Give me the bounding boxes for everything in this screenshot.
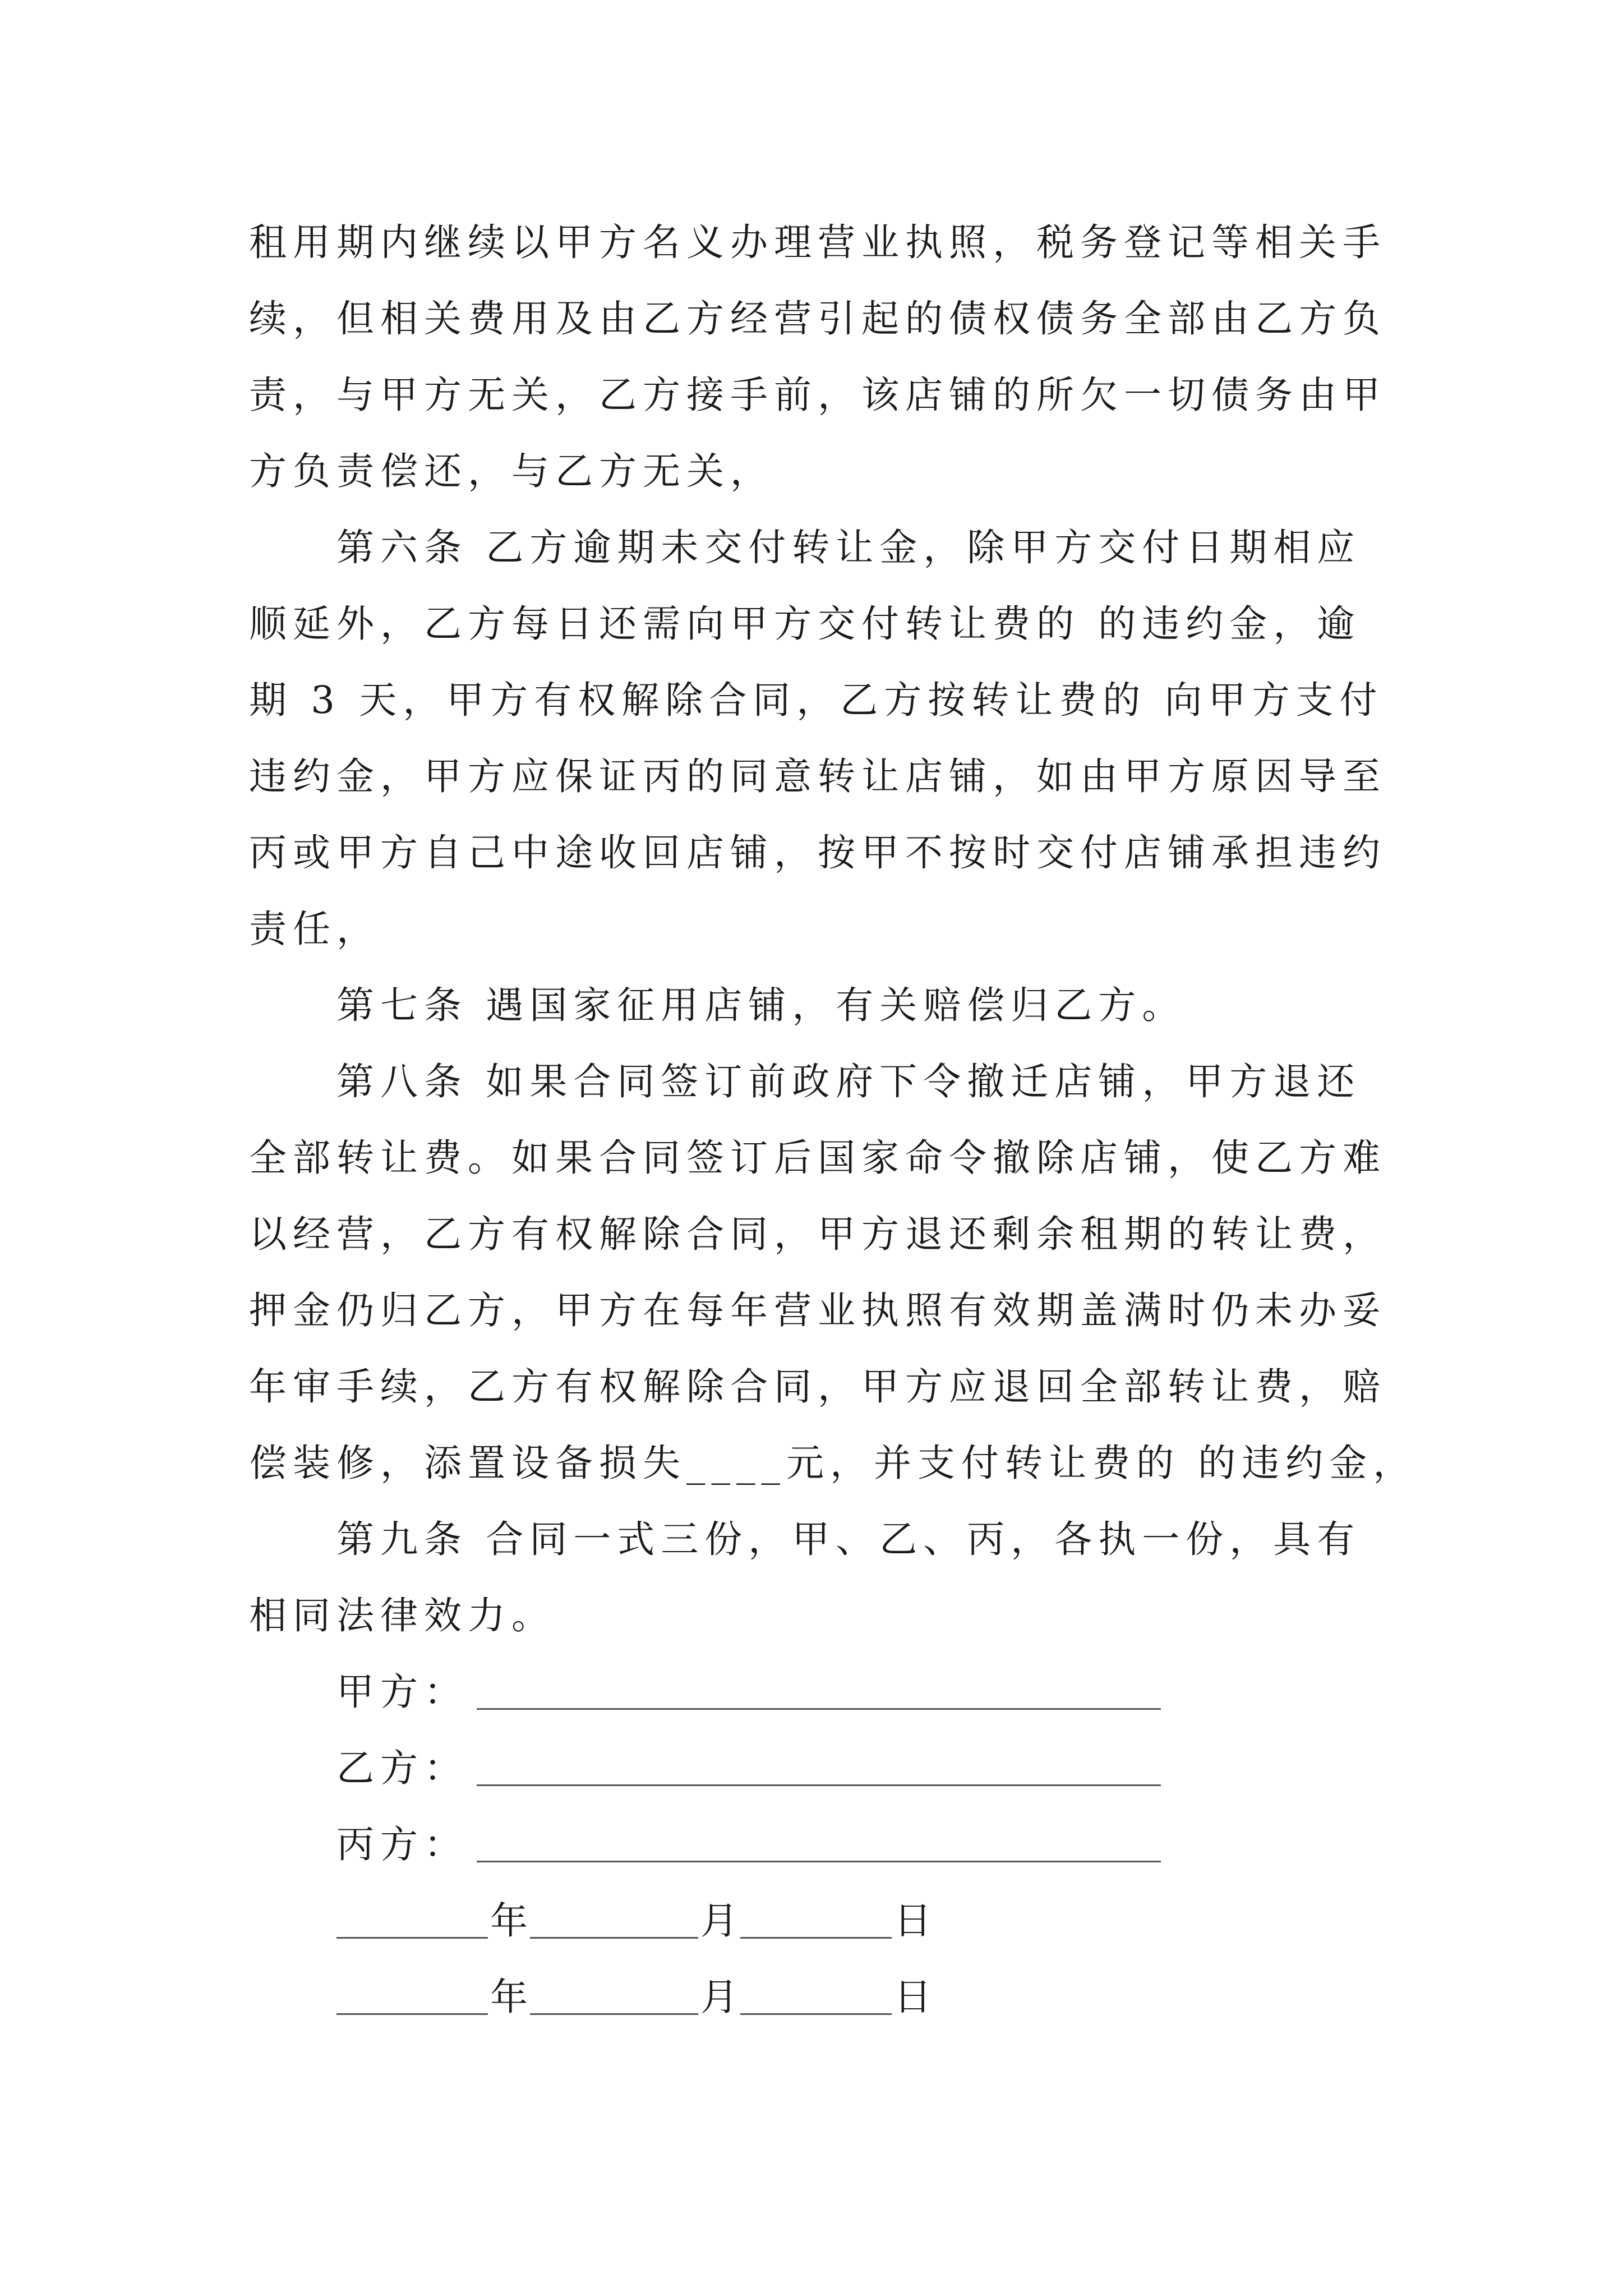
signature-blank-line	[477, 1784, 1161, 1786]
document-body	[249, 204, 1417, 2035]
signature-party-b	[249, 1730, 1382, 1806]
article-8-heading-line: 第八条 如果合同签订前政府下令撤迁店铺，甲方退还	[336, 1060, 1361, 1103]
month-blank	[530, 1937, 698, 1939]
signature-blank-line	[477, 1861, 1161, 1862]
day-label: 日	[894, 1899, 932, 1943]
body-line: 以经营，乙方有权解除合同，甲方退还剩余租期的转让费，	[249, 1212, 1386, 1256]
body-line: 相同法律效力。	[249, 1594, 555, 1637]
year-label: 年	[490, 1899, 528, 1943]
body-line: 续，但相关费用及由乙方经营引起的债权债务全部由乙方负	[249, 297, 1386, 341]
body-line: 押金仍归乙方，甲方在每年营业执照有效期盖满时仍未办妥	[249, 1289, 1386, 1332]
signature-label: 乙方：	[336, 1746, 468, 1790]
body-line: 租用期内继续以甲方名义办理营业执照，税务登记等相关手	[249, 220, 1386, 264]
year-blank	[336, 1937, 488, 1939]
article-9-heading-line: 第九条 合同一式三份，甲、乙、丙，各执一份，具有	[336, 1517, 1361, 1561]
month-label: 月	[700, 1899, 738, 1943]
year-label: 年	[490, 1975, 528, 2019]
signature-label: 甲方：	[336, 1670, 468, 1714]
year-blank	[336, 2013, 488, 2015]
signature-blank-line	[477, 1708, 1161, 1710]
day-blank	[740, 1937, 892, 1939]
signature-party-c	[249, 1806, 1382, 1883]
article-6-heading-line: 第六条 乙方逾期未交付转让金，除甲方交付日期相应	[336, 526, 1361, 569]
body-line: 方负责偿还，与乙方无关，	[249, 449, 774, 493]
body-line: 期 3 天，甲方有权解除合同，乙方按转让费的 向甲方支付	[249, 678, 1384, 722]
date-line-2	[249, 1959, 1382, 2035]
body-line: 责，与甲方无关，乙方接手前，该店铺的所欠一切债务由甲	[249, 373, 1386, 417]
body-line: 年审手续，乙方有权解除合同，甲方应退回全部转让费，赔	[249, 1365, 1386, 1409]
day-label: 日	[894, 1975, 932, 2019]
body-line: 丙或甲方自己中途收回店铺，按甲不按时交付店铺承担违约	[249, 831, 1386, 875]
body-line: 违约金，甲方应保证丙的同意转让店铺，如由甲方原因导至	[249, 754, 1386, 798]
date-line-1	[249, 1883, 1382, 1959]
article-7-line: 第七条 遇国家征用店铺，有关赔偿归乙方。	[336, 983, 1186, 1027]
day-blank	[740, 2013, 892, 2015]
body-line: 责任，	[249, 907, 380, 951]
body-line: 全部转让费。如果合同签订后国家命令撤除店铺，使乙方难	[249, 1136, 1386, 1180]
body-line: 顺延外，乙方每日还需向甲方交付转让费的 的违约金，逾	[249, 602, 1361, 646]
signature-party-a	[249, 1654, 1382, 1730]
body-line: 偿装修，添置设备损失____元，并支付转让费的 的违约金，	[249, 1441, 1417, 1485]
month-blank	[530, 2013, 698, 2015]
signature-label: 丙方：	[336, 1823, 468, 1866]
month-label: 月	[700, 1975, 738, 2019]
